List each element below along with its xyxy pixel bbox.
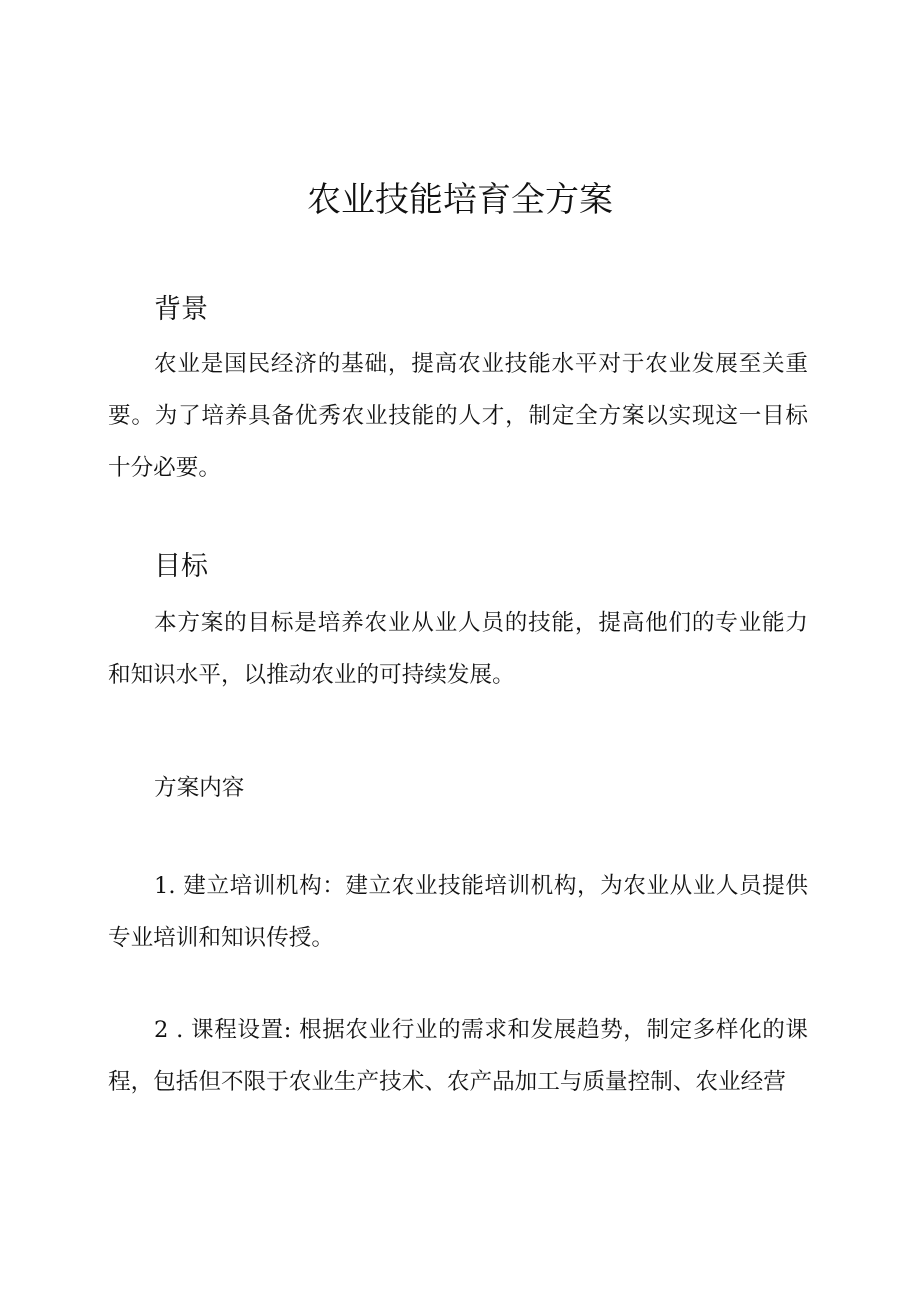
plan-item-2: 2 . 课程设置: 根据农业行业的需求和发展趋势，制定多样化的课程，包括但不限于农业生产技术、农产品加工与质量控制、农业经营 [108, 1017, 808, 1095]
document-title: 农业技能培育全方案 [307, 180, 613, 220]
plan-item-1: 1. 建立培训机构：建立农业技能培训机构，为农业从业人员提供专业培训和知识传授。 [108, 873, 808, 951]
section-heading-background: 背景 [154, 294, 208, 325]
section-body-background: 农业是国民经济的基础，提高农业技能水平对于农业发展至关重要。为了培养具备优秀农业技能的人才，制定全方案以实现这一目标十分必要。 [108, 351, 808, 481]
section-body-goal: 本方案的目标是培养农业从业人员的技能，提高他们的专业能力和知识水平，以推动农业的可持续发展。 [108, 610, 808, 688]
plan-heading: 方案内容 [154, 775, 245, 801]
section-heading-goal: 目标 [154, 551, 208, 582]
